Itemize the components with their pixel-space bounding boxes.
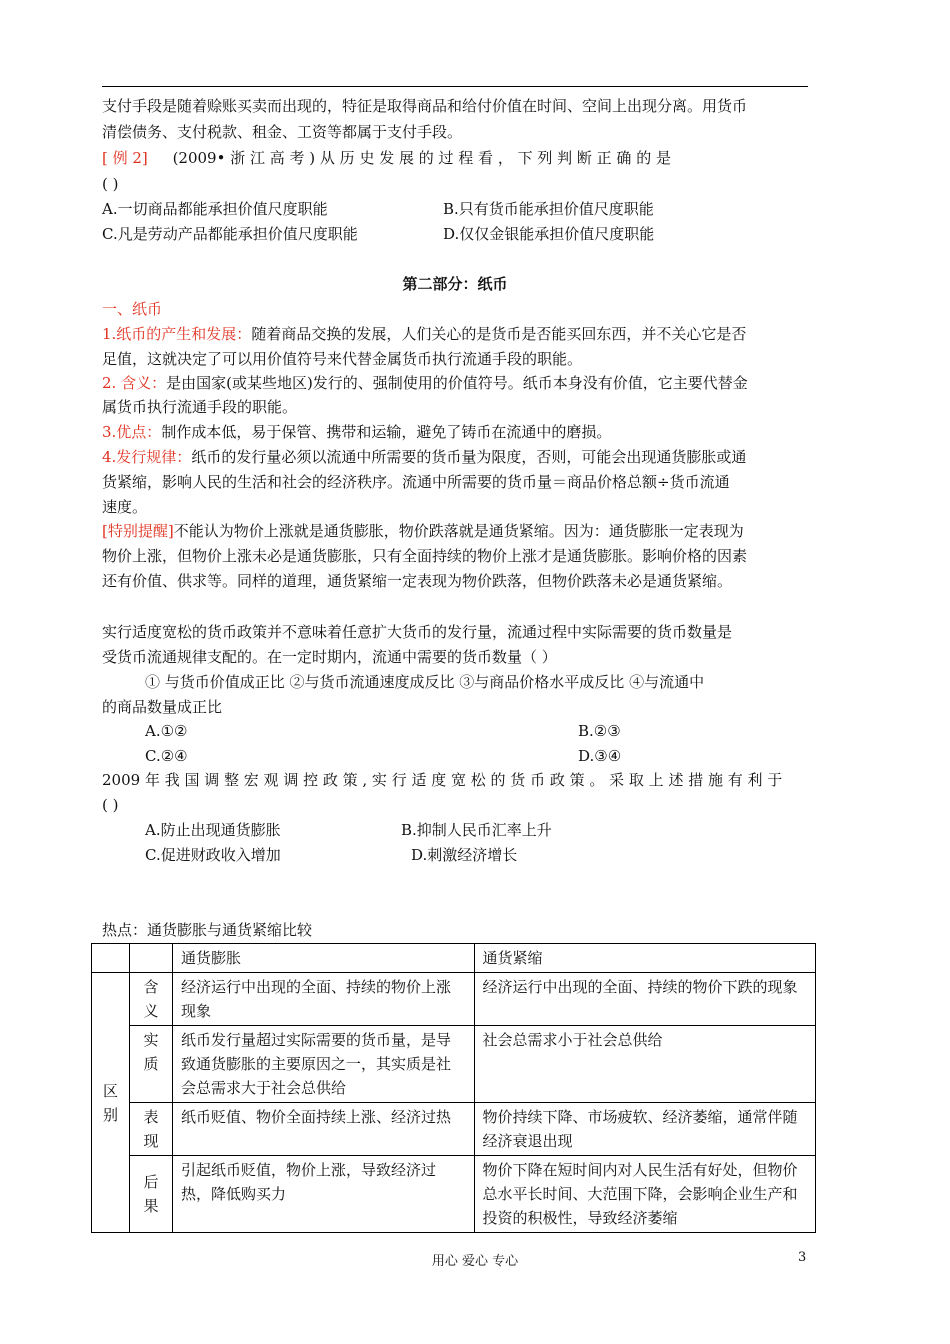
row-label: 实质 (129, 1026, 172, 1103)
row-label: 含义 (129, 973, 172, 1026)
header-rule (102, 86, 808, 87)
example2-paren: ( ) (102, 175, 119, 193)
group-label: 区别 (92, 973, 130, 1233)
q2-option-c: C.促进财政收入增加 (145, 846, 281, 864)
point3-label: 3.优点： (102, 423, 162, 441)
table-header-row (92, 944, 816, 973)
table-row (92, 1103, 816, 1156)
section-heading: 一、纸币 (102, 300, 163, 318)
footer-motto: 用心 爱心 专心 (431, 1254, 519, 1269)
point3-line (102, 422, 808, 442)
q1-option-c: C.②④ (145, 747, 188, 765)
q1-line-4: 的商品数量成正比 (102, 698, 223, 716)
inflation-cell: 纸币发行量超过实际需要的货币量，是导致通货膨胀的主要原因之一，其实质是社会总需求大于社会总供给 (172, 1026, 474, 1103)
q1-line-3: ① 与货币价值成正比 ②与货币流通速度成反比 ③与商品价格水平成反比 ④与流通中 (145, 673, 705, 691)
q1-line-2: 受货币流通规律支配的。在一定时期内，流通中需要的货币数量（ ） (102, 648, 557, 666)
tip-label: [特别提醒] (102, 522, 174, 540)
point4-line-2: 货紧缩，影响人民的生活和社会的经济秩序。流通中所需要的货币量＝商品价格总额÷货币流通 (102, 473, 730, 491)
point1-text: 随着商品交换的发展，人们关心的是货币是否能买回东西，并不关心它是否 (251, 325, 747, 343)
point2-line-2: 属货币执行流通手段的职能。 (102, 398, 298, 416)
q1-option-a: A.①② (145, 722, 188, 740)
tip-line-2: 物价上涨，但物价上涨未必是通货膨胀，只有全面持续的物价上涨才是通货膨胀。影响价格的因素 (102, 547, 748, 565)
header-blank (92, 944, 130, 973)
point4-label: 4.发行规律： (102, 448, 192, 466)
point2-line-1 (102, 373, 808, 393)
point1-line-2: 足值，这就决定了可以用价值符号来代替金属货币执行流通手段的职能。 (102, 350, 583, 368)
deflation-cell: 物价持续下降、市场疲软、经济萎缩，通常伴随经济衰退出现 (474, 1103, 816, 1156)
table-row (92, 1156, 816, 1233)
deflation-cell: 社会总需求小于社会总供给 (474, 1026, 816, 1103)
point1-line-1 (102, 324, 808, 344)
row-label: 后果 (129, 1156, 172, 1233)
deflation-cell: 物价下降在短时间内对人民生活有好处，但物价总水平长时间、大范围下降，会影响企业生产和投资的积极性，导致经济萎缩 (474, 1156, 816, 1233)
inflation-cell: 经济运行中出现的全面、持续的物价上涨现象 (172, 973, 474, 1026)
example2-tag: [ 例 2] (102, 149, 148, 167)
example2-option-c: C.凡是劳动产品都能承担价值尺度职能 (102, 225, 358, 243)
q2-option-b: B.抑制人民币汇率上升 (401, 821, 552, 839)
tip-line-3: 还有价值、供求等。同样的道理，通货紧缩一定表现为物价跌落，但物价跌落未必是通货紧缩。 (102, 572, 733, 590)
point1-label: 1.纸币的产生和发展： (102, 325, 252, 343)
header-inflation: 通货膨胀 (172, 944, 474, 973)
q2-option-d: D.刺激经济增长 (411, 846, 518, 864)
table-row (92, 973, 816, 1026)
table-caption: 热点：通货膨胀与通货紧缩比较 (102, 921, 313, 939)
example2-stem (102, 148, 808, 168)
point4-line-1 (102, 447, 808, 467)
example2-option-b: B.只有货币能承担价值尺度职能 (443, 200, 654, 218)
point4-line-3: 速度。 (102, 498, 148, 516)
q2-line-1: 2009 年 我 国 调 整 宏 观 调 控 政 策 , 实 行 适 度 宽 松 的 货 币 政 策 。 采 取 上 述 措 施 有 利 于 (102, 771, 783, 789)
q1-option-b: B.②③ (578, 722, 621, 740)
comparison-table (91, 943, 816, 1233)
tip-text: 不能认为物价上涨就是通货膨胀，物价跌落就是通货紧缩。因为：通货膨胀一定表现为 (173, 522, 744, 540)
point3-text: 制作成本低，易于保管、携带和运输，避免了铸币在流通中的磨损。 (161, 423, 612, 441)
header-blank (129, 944, 172, 973)
point2-label: 2. 含义： (102, 374, 167, 392)
page-number: 3 (798, 1250, 807, 1265)
q2-paren: ( ) (102, 796, 119, 814)
deflation-cell: 经济运行中出现的全面、持续的物价下跌的现象 (474, 973, 816, 1026)
point4-text: 纸币的发行量必须以流通中所需要的货币量为限度，否则，可能会出现通货膨胀或通 (191, 448, 747, 466)
intro-line-1: 支付手段是随着赊账买卖而出现的，特征是取得商品和给付价值在时间、空间上出现分离。用货币 (102, 97, 748, 115)
intro-line-2: 清偿债务、支付税款、租金、工资等都属于支付手段。 (102, 123, 463, 141)
q2-option-a: A.防止出现通货膨胀 (145, 821, 281, 839)
table-row (92, 1026, 816, 1103)
part2-title: 第二部分：纸币 (402, 275, 508, 293)
example2-option-a: A.一切商品都能承担价值尺度职能 (102, 200, 328, 218)
row-label: 表现 (129, 1103, 172, 1156)
example2-question: (2009• 浙 江 高 考 ) 从 历 史 发 展 的 过 程 看 ， 下 列 判 断 正 确 的 是 (172, 149, 671, 167)
example2-option-d: D.仅仅金银能承担价值尺度职能 (443, 225, 655, 243)
q1-option-d: D.③④ (578, 747, 622, 765)
q1-line-1: 实行适度宽松的货币政策并不意味着任意扩大货币的发行量，流通过程中实际需要的货币数量是 (102, 623, 733, 641)
point2-text: 是由国家(或某些地区)发行的、强制使用的价值符号。纸币本身没有价值，它主要代替金 (166, 374, 748, 392)
header-deflation: 通货紧缩 (474, 944, 816, 973)
inflation-cell: 引起纸币贬值，物价上涨，导致经济过热，降低购买力 (172, 1156, 474, 1233)
inflation-cell: 纸币贬值、物价全面持续上涨、经济过热 (172, 1103, 474, 1156)
tip-line-1 (102, 521, 808, 541)
